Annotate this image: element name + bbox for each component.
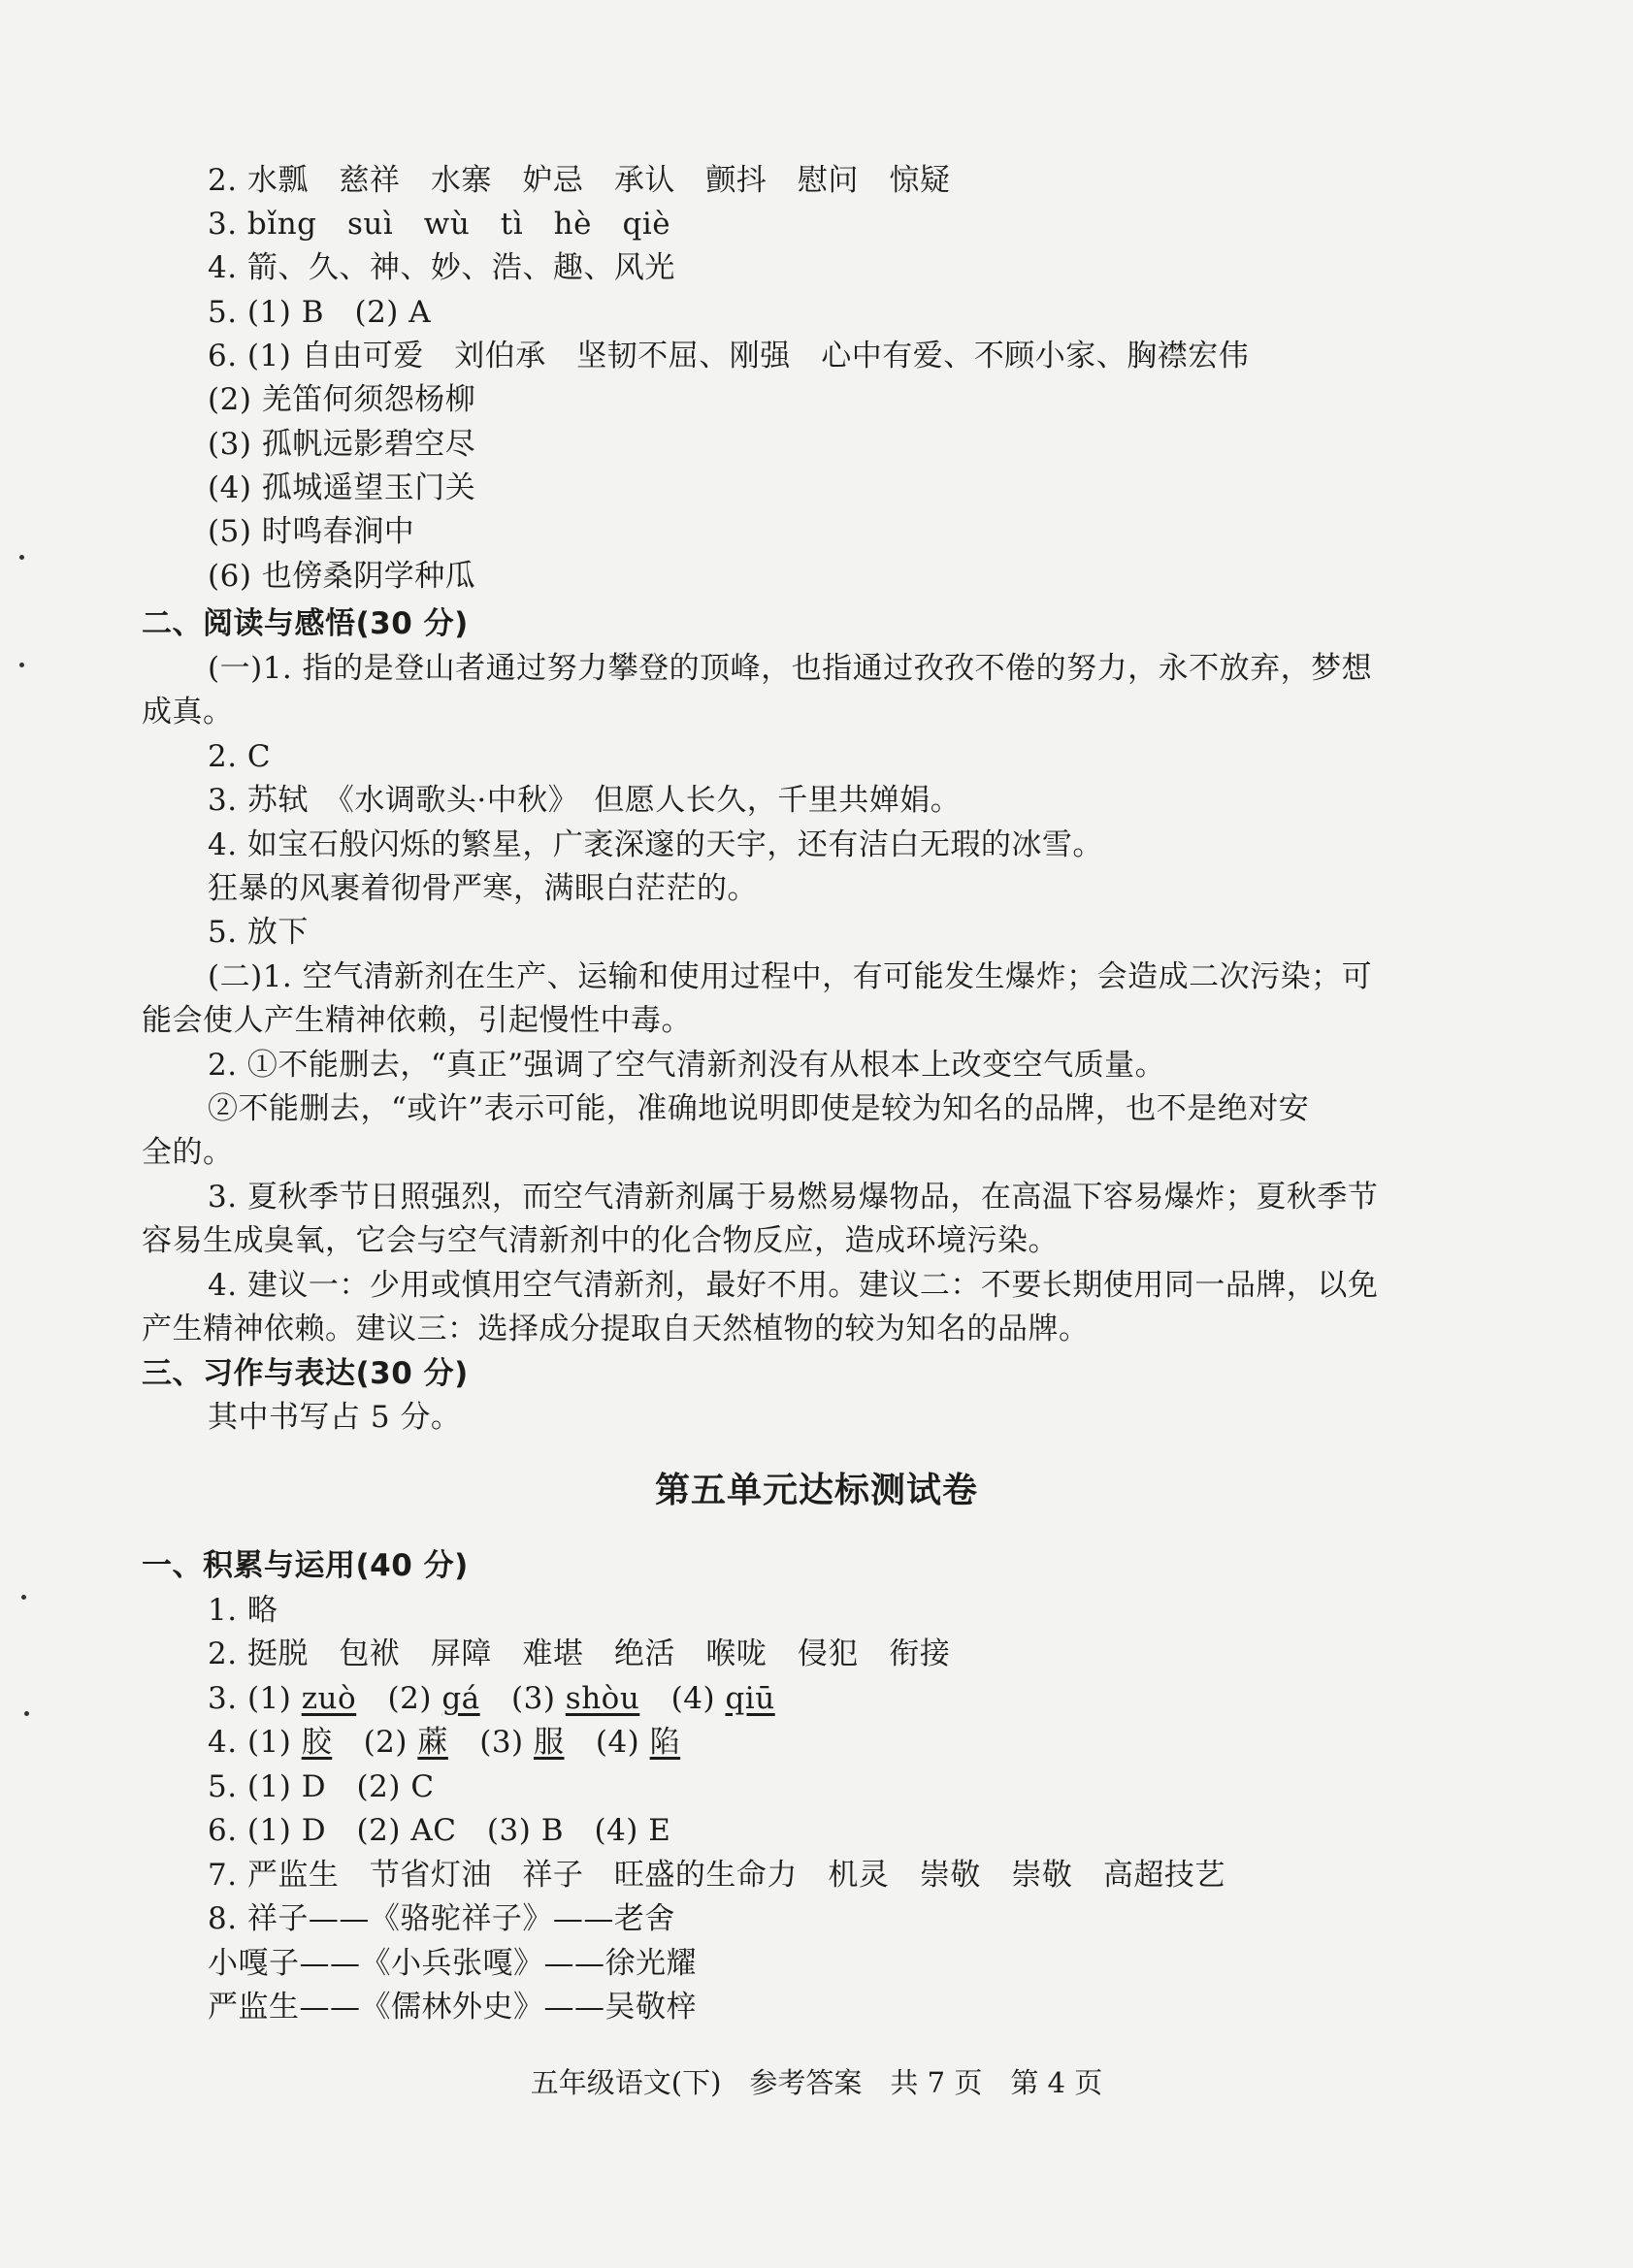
answer-line: 成真。 — [142, 695, 234, 729]
answer-line: 3. bǐng suì wù tì hè qiè — [208, 207, 671, 242]
answer-line: (5) 时鸣春涧中 — [208, 514, 415, 549]
answer-line: 3. 苏轼 《水调歌头·中秋》 但愿人长久，千里共婵娟。 — [208, 783, 962, 818]
answer-line: 4. 箭、久、神、妙、浩、趣、风光 — [208, 250, 675, 285]
answer-line: 小嘎子——《小兵张嘎》——徐光耀 — [208, 1946, 697, 1981]
pinyin-answer: zuò — [301, 1681, 357, 1716]
answer-line-q4: 4. (1) 胶 (2) 蔴 (3) 服 (4) 陷 — [208, 1725, 681, 1760]
char-answer: 蔴 — [417, 1725, 448, 1760]
answer-line: 4. 建议一：少用或慎用空气清新剂，最好不用。建议二：不要长期使用同一品牌，以免 — [208, 1268, 1379, 1303]
answer-line: 产生精神依赖。建议三：选择成分提取自天然植物的较为知名的品牌。 — [142, 1312, 1090, 1346]
answer-line: 全的。 — [142, 1135, 234, 1170]
answer-line: 2. 水瓢 慈祥 水寨 妒忌 承认 颤抖 慰问 惊疑 — [208, 163, 951, 198]
scan-speck — [24, 1711, 29, 1716]
scan-speck — [21, 1595, 26, 1600]
answer-line: 8. 祥子——《骆驼祥子》——老舍 — [208, 1901, 675, 1936]
answer-line: (二)1. 空气清新剂在生产、运输和使用过程中，有可能发生爆炸；会造成二次污染；可 — [208, 959, 1373, 994]
answer-line: 狂暴的风裹着彻骨严寒，满眼白茫茫的。 — [208, 871, 758, 906]
char-answer: 胶 — [301, 1725, 333, 1760]
answer-line: 6. (1) 自由可爱 刘伯承 坚韧不屈、刚强 心中有爱、不顾小家、胸襟宏伟 — [208, 339, 1250, 373]
answer-line: 5. 放下 — [208, 915, 309, 950]
answer-line: (一)1. 指的是登山者通过努力攀登的顶峰，也指通过孜孜不倦的努力，永不放弃，梦想 — [208, 651, 1373, 686]
answer-line: 能会使人产生精神依赖，引起慢性中毒。 — [142, 1003, 692, 1038]
pinyin-answer: shòu — [565, 1681, 640, 1716]
section-heading: 二、阅读与感悟(30 分) — [142, 606, 469, 641]
answer-line: 3. 夏秋季节日照强烈，而空气清新剂属于易燃易爆物品，在高温下容易爆炸；夏秋季节 — [208, 1180, 1379, 1215]
scan-speck — [19, 663, 24, 667]
answer-line: 7. 严监生 节省灯油 祥子 旺盛的生命力 机灵 崇敬 崇敬 高超技艺 — [208, 1858, 1225, 1893]
answer-line: (2) 羌笛何须怨杨柳 — [208, 382, 476, 417]
pinyin-answer: qiū — [725, 1681, 775, 1716]
page-footer: 五年级语文(下) 参考答案 共 7 页 第 4 页 — [530, 2066, 1103, 2099]
char-answer: 陷 — [649, 1725, 681, 1760]
answer-line: (3) 孤帆远影碧空尽 — [208, 427, 476, 462]
answer-line: 5. (1) D (2) C — [208, 1769, 435, 1804]
char-answer: 服 — [534, 1725, 565, 1760]
answer-line: ②不能删去，“或许”表示可能，准确地说明即使是较为知名的品牌，也不是绝对安 — [208, 1091, 1310, 1126]
answer-line: 6. (1) D (2) AC (3) B (4) E — [208, 1813, 671, 1848]
pinyin-answer: gá — [441, 1681, 480, 1716]
unit-title: 第五单元达标测试卷 — [654, 1471, 978, 1510]
section-heading: 三、习作与表达(30 分) — [142, 1356, 469, 1391]
answer-line: 严监生——《儒林外史》——吴敬梓 — [208, 1990, 697, 2025]
answer-line: 5. (1) B (2) A — [208, 295, 432, 330]
section-heading: 一、积累与运用(40 分) — [142, 1548, 469, 1583]
answer-line: 2. ①不能删去，“真正”强调了空气清新剂没有从根本上改变空气质量。 — [208, 1048, 1166, 1083]
answer-line: 2. C — [208, 739, 272, 774]
answer-line: 2. 挺脱 包袱 屏障 难堪 绝活 喉咙 侵犯 衔接 — [208, 1636, 951, 1671]
answer-line: (6) 也傍桑阴学种瓜 — [208, 559, 476, 594]
answer-line-q3: 3. (1) zuò (2) gá (3) shòu (4) qiū — [208, 1681, 775, 1716]
answer-line: (4) 孤城遥望玉门关 — [208, 470, 476, 505]
answer-line: 4. 如宝石般闪烁的繁星，广袤深邃的天宇，还有洁白无瑕的冰雪。 — [208, 827, 1103, 862]
answer-line: 容易生成臭氧，它会与空气清新剂中的化合物反应，造成环境污染。 — [142, 1223, 1059, 1258]
answer-line: 其中书写占 5 分。 — [208, 1400, 462, 1435]
answer-line: 1. 略 — [208, 1593, 278, 1628]
scan-speck — [19, 555, 24, 560]
